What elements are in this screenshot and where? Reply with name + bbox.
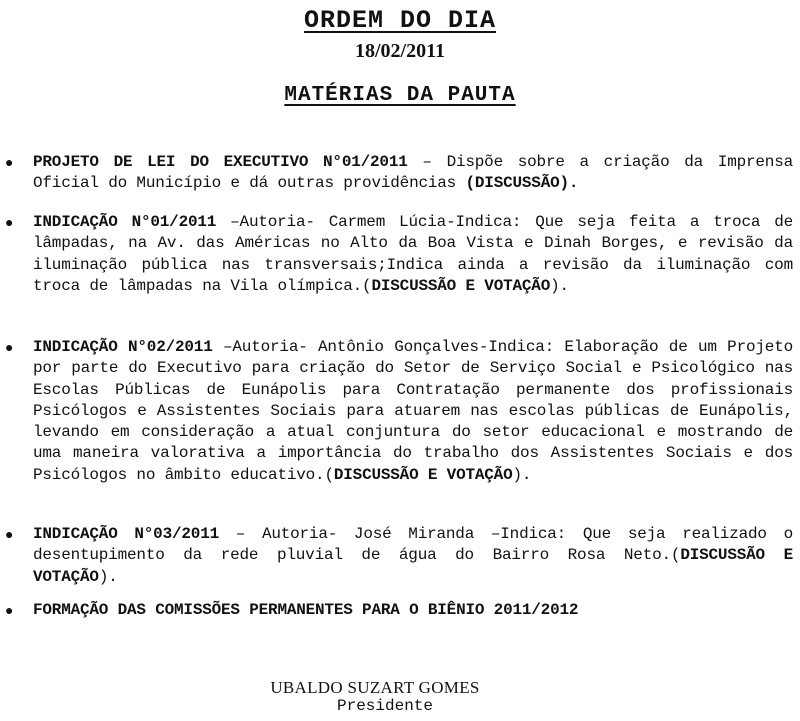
session-date: 18/02/2011	[354, 40, 445, 62]
agenda-item-heading: PROJETO DE LEI DO EXECUTIVO N°01/2011	[33, 153, 408, 171]
agenda-item-heading: INDICAÇÃO N°02/2011	[33, 338, 213, 356]
agenda-item	[5, 212, 793, 297]
agenda-item-text: –Autoria- Carmem Lúcia-Indica: Que seja feita a troca de lâmpadas, na Av. das Américas no Alto da Boa Vista e Dinah Borges, e revisão da iluminação pública nas transversais;Indica ainda a revisão da iluminação com troca de lâmpadas na Vila olímpica.(	[33, 213, 793, 295]
agenda-item-heading: INDICAÇÃO N°03/2011	[33, 525, 219, 543]
agenda-item-heading: INDICAÇÃO N°01/2011	[33, 213, 217, 231]
agenda-item	[5, 600, 793, 621]
agenda-item	[5, 337, 793, 486]
bullet-icon: ●	[5, 214, 14, 230]
agenda-item-suffix: ).	[512, 465, 532, 484]
agenda-item-suffix: ).	[550, 276, 569, 295]
bullet-icon: ●	[5, 154, 14, 170]
agenda-item-tag: DISCUSSÃO E VOTAÇÃO	[333, 465, 513, 484]
agenda-item-tag: (DISCUSSÃO)	[465, 174, 569, 193]
agenda-item-text: – Autoria- José Miranda –Indica: Que seja realizado o desentupimento da rede pluvial de água do Bairro Rosa Neto.(	[33, 525, 793, 565]
bullet-icon: ●	[5, 339, 14, 355]
agenda-item-suffix: .	[568, 174, 579, 193]
bullet-icon: ●	[5, 602, 14, 618]
signature-name: UBALDO SUZART GOMES	[270, 678, 480, 697]
section-title: MATÉRIAS DA PAUTA	[284, 84, 516, 107]
agenda-item-tag: DISCUSSÃO E VOTAÇÃO	[371, 276, 551, 295]
signature-role: Presidente	[336, 697, 433, 715]
bullet-icon: ●	[5, 526, 14, 542]
page-title: ORDEM DO DIA	[303, 6, 497, 35]
agenda-item-text: –Autoria- Antônio Gonçalves-Indica: Elaboração de um Projeto por parte do Executivo para criação do Setor de Serviço Social e Psicológico nas Escolas Públicas de Eunápolis para Contratação permanente dos profissionais Psicólogos e Assistentes Sociais para atuarem nas escolas públicas de Eunápolis, levando em consideração a atual conjuntura do setor educacional e mostrando de uma maneira valorativa a importância do trabalho dos Assistentes Sociais e dos Psicólogos no âmbito educativo.(	[33, 338, 793, 484]
agenda-item-heading: FORMAÇÃO DAS COMISSÕES PERMANENTES PARA O BIÊNIO 2011/2012	[33, 601, 579, 619]
agenda-item-tag: DISCUSSÃO E VOTAÇÃO	[33, 546, 793, 586]
agenda-item	[5, 152, 794, 195]
agenda-item	[5, 524, 793, 588]
agenda-item-suffix: ).	[98, 567, 118, 586]
agenda-item-text: – Dispõe sobre a criação da Imprensa Oficial do Município e dá outras providências	[33, 153, 794, 193]
